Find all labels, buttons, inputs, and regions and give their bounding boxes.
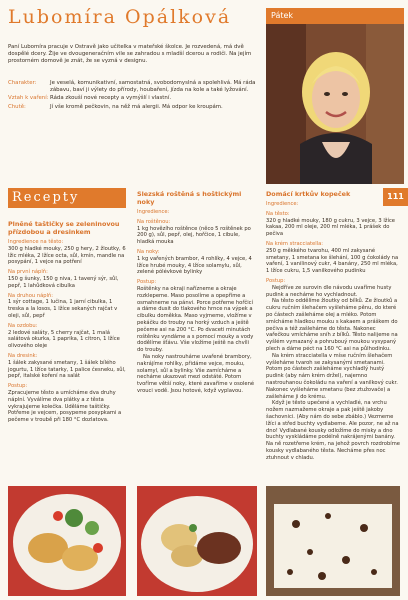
subheading: Postup: (137, 279, 157, 286)
recipe-2 (137, 190, 257, 395)
page-number: 111 (383, 188, 408, 206)
method-body (266, 285, 400, 462)
portrait-box (266, 8, 404, 184)
subheading: Postup: (266, 277, 286, 284)
dish-photo-pastries (8, 486, 126, 596)
method-text: Na noky nastrouháme uvařené brambory, nakrájíme rohlíky, přidáme vejce, mouku, solamyl, sůl a bylinky. Vše zamícháme a necháme ukazovat mezi odstáté. Potom tvoříme větší noky, které zavaříme v osolené vrouci vodě. Jsou hotové, když vyplavou. (137, 353, 255, 394)
portrait-photo (266, 24, 404, 184)
profile-key: Vztah k vaření: (8, 95, 49, 102)
ingredient-text: 150 g šunky, 150 g niva, 1 tavený sýr, sůl, pepř, 1 lahůdková cibulka (8, 275, 119, 289)
ingredient-text: 1 kg hovězího roštěnce (něco 5 roštěnek po 200 g), sůl, pepř, olej, hořčice, 1 cibule, hladká mouka (137, 225, 251, 246)
subheading: Ingredience na těsto: (8, 239, 64, 245)
recipe-title: Slezská roštěná s hoštickými noky (137, 190, 242, 206)
method-text: Když je těsto upečené a vychladlé, na vrchu nožem nazmažeme okraje a pak ještě jakoby šachovnici. (Aby nám do sebe zbáblo.) Vezmeme lžíci a střed buchty vydlabeme. Ale pozor, ne až na dno! Vydlabané kousky odložíme do misky a dno buchty vyskládáme podélně nakrájenými banány. Na ně rozetřeme krém, na jehož povrch rozdrobíme kousky vydlabaného těsta. Necháme přes noc ztuhnout v chladu. (266, 400, 400, 461)
method-text: Na těsto oddělíme žloutky od bílků. Ze žloutků a cukru ručním šlehačem vyšleháme pěnu, do které po částech zašleháme olej a mléko. Potom smícháme hladkou mouku s kakaem a práškem do pečiva a též zašleháme do těsta. Nakonec vařečkou vmícháme sníh z bílků. Těsto nalijeme na vyšlém vymazaný a pohrubouý moukou vysypaný plech a dáme péct na 160 °C asi na půlhodinku. (266, 298, 398, 352)
subheading: Na krém stracciatella: (266, 240, 324, 247)
subheading: Na druhou náplň: (8, 292, 54, 299)
ingredient-text: 1 sýr cottage, 1 lučina, 1 jarní cibulka, 1 treska a la losos, 1 lžíce sekaných rajčat v oleji, sůl, pepř (8, 299, 118, 319)
dish-photo-beef (137, 486, 257, 596)
ingredient-text: 250 g měkkého tvarohu, 400 ml zakysané smetany, 1 smetana ke šlehání, 100 g čokolády na vaření, 1 vanilinový cukr, 4 banány, 250 ml mléka, 1 lžíce cukru, 1,5 vanilkového pudinku (266, 247, 399, 275)
profile-value: Je veselá, komunikativní, samostatná, svobodomyslná a spolehlivá. Má ráda zábavu, baví ji výlety do přírody, houbaření, jízda na kole a také lyžování. (50, 80, 256, 94)
profile-row (8, 95, 260, 102)
subheading: Postup: (8, 383, 28, 390)
profile-row (8, 80, 260, 94)
ingredient-text: 1 šálek zakysané smetany, 1 šálek bílého jogurtu, 1 lžíce tatarky, 1 palice česneku, sůl, pepř, italské koření na salát (8, 359, 126, 380)
recipe-3 (266, 190, 400, 461)
profile-list (8, 80, 260, 112)
profile-row (8, 104, 260, 111)
subheading: Ingredience: (137, 209, 170, 215)
contestant-name: Lubomíra Opálková (8, 6, 232, 28)
recipe-1 (8, 220, 126, 424)
method-text: Nejdříve ze surovin dle návodu uvaříme husty pudink a necháme ho vychladnout. (266, 284, 392, 298)
subheading: Na dresink: (8, 352, 38, 359)
ingredient-text: 320 g hladké mouky, 180 g cukru, 3 vejce, 3 lžíce kakaa, 200 ml oleje, 200 ml mléka, 1 prášek do pečiva (266, 217, 396, 238)
recipe-title: Plněné taštičky se zeleninovou přízdobou a dresinkem (8, 220, 120, 236)
profile-key: Charakter: (8, 80, 37, 86)
ingredient-text: 1 kg vařených brambor, 4 rohlíky, 4 vejce, 4 lžíce hrubé mouky, 4 lžíce solamylu, sůl, zelené pólévkové bylinky (137, 255, 252, 276)
intro-text: Paní Lubomíra pracuje v Ostravě jako učitelka v mateřské školce. Je rozvedená, má dvě dospělé dcery. Žije ve dvougeneračním vile se zahradou s mladší dcerou a rodiči. Na jejím prostorném domově je znát, že se vyzná v designu. (8, 44, 252, 65)
recipe-title: Domácí krtkův kopeček (266, 190, 351, 198)
profile-value: Jí vše kromě pečkovin, na něž má alergii. Má odpor ke kroupám. (50, 103, 223, 110)
dish-photo-cake (266, 486, 400, 596)
method-text: Zpracujeme těsto a umícháme dva druhy náplní. Vyválíme dva plátky a z těsta vykrajujeme kolečka. Uděláme taštičky. Potřeme je vejcem, posypeme posypkami a pečeme v troubě při 180 °C dozlatova. (8, 389, 122, 424)
subheading: Na ozdobu: (8, 322, 38, 329)
subheading: Na roštěnou: (137, 218, 171, 225)
subheading: Na těsto: (266, 210, 290, 217)
day-label: Pátek (266, 8, 404, 24)
subheading: Ingredience: (266, 201, 299, 207)
method-text: Na krém stracciatella v míse ručním šlehačem vyšleháme tvaroh se zakysanými smetanami. Potom po částech zašleháme vychladlý hustý pudink (aby nám krém držel), najemno nastrouhanou čokoládu na vaření a vanilkový cukr. Nakonec vyšleháme smetanu (bez ztužovače) a zašleháme ji do krému. (266, 352, 398, 400)
profile-value: Ráda zkouší nové recepty a vymýšlí i vlastní. (50, 95, 172, 102)
profile-key: Chutě: (8, 103, 26, 110)
method-text: Roštěnky na okraji nařízneme a okraje rozklepeme. Maso posolíme a opepříme a osmahneme na pánvi. Porce potřeme hořčicí a dáme dusit do tlakového hrnce na výpek a cibulku doměkka. Maso vyjmeme, vložíme v pekáčku do trouby na horký vzduch a ještě pečeme asi na 200 °C. Po dvaceti minutách roštěnku vyndáme a s pomocí mouky a vody dodělíme šťávu. Vše vložíme ještě na chvíli do trouby. (137, 285, 254, 354)
subheading: Na noky: (137, 248, 160, 255)
ingredient-text: 300 g hladké mouky, 250 g hery, 2 žloutky, 6 lžic mléka, 2 lžíce octa, sůl, kmín, mandle na posypání, 1 vejce na potření (8, 245, 126, 266)
section-title: Recepty (12, 190, 80, 205)
ingredient-text: 2 ledové saláty, 5 cherry rajčat, 1 malá salátová okurka, 1 paprika, 1 citron, 1 lžíce olivového oleje (8, 329, 120, 350)
subheading: Na první náplň: (8, 269, 48, 276)
